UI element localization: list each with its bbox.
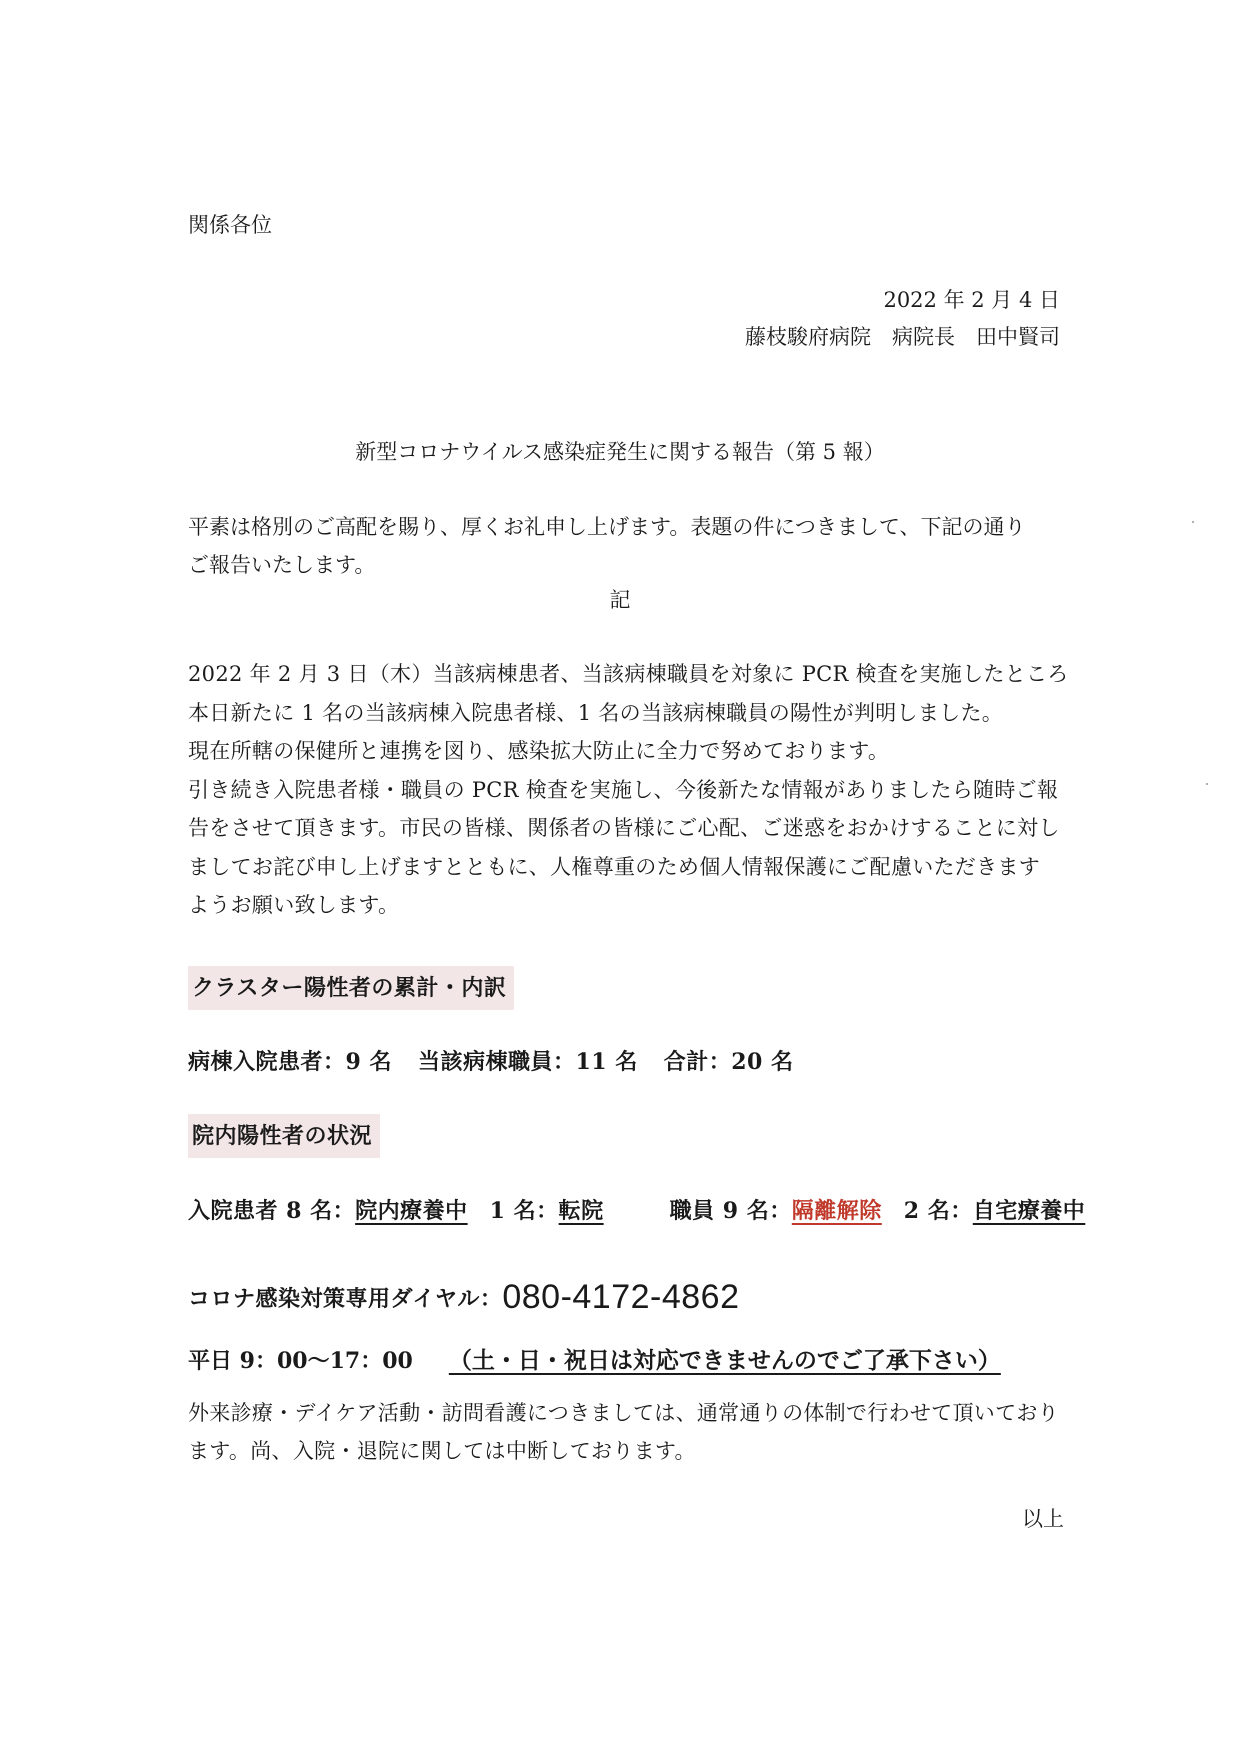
document-date: 2022 年 2 月 4 日 xyxy=(883,288,1060,312)
transfer-status: 転院 xyxy=(558,1198,604,1224)
staff-isolation-status: 隔離解除 xyxy=(791,1198,882,1224)
scan-speck xyxy=(1206,783,1208,785)
body-line: 2022 年 2 月 3 日（木）当該病棟患者、当該病棟職員を対象に PCR 検査を実施したところ xyxy=(188,662,1069,686)
body-line: 本日新たに 1 名の当該病棟入院患者様、1 名の当該病棟職員の陽性が判明しました。 xyxy=(188,700,1004,725)
patients-count: 病棟入院患者：9 名 xyxy=(188,1049,392,1075)
addressee: 関係各位 xyxy=(188,213,272,237)
scan-speck xyxy=(1192,521,1194,523)
intro-paragraph xyxy=(188,508,1025,584)
hotline-number: 080-4172-4862 xyxy=(502,1278,740,1316)
status-line xyxy=(188,1194,1085,1225)
closing-line: ます。尚、入院・退院に関しては中断しております。 xyxy=(188,1439,696,1463)
hotline-label: コロナ感染対策専用ダイヤル： xyxy=(188,1286,503,1312)
end-marker: 以上 xyxy=(1022,1507,1064,1531)
body-line: 現在所轄の保健所と連携を図り、感染拡大防止に全力で努めております。 xyxy=(188,739,890,763)
report-body xyxy=(188,655,1069,925)
body-line: ましてお詫び申し上げますとともに、人権尊重のため個人情報保護にご配慮いただきます xyxy=(188,854,1040,879)
body-line: ようお願い致します。 xyxy=(188,893,400,917)
transfer-count: 1 名： xyxy=(489,1198,559,1224)
inpatient-status: 院内療養中 xyxy=(355,1198,468,1224)
intro-line: ご報告いたします。 xyxy=(188,553,376,577)
hotline-hours xyxy=(188,1342,1001,1375)
hours-time: 平日 9：00～17：00 xyxy=(188,1348,413,1374)
staff-isolation-count: 職員 9 名： xyxy=(669,1198,792,1224)
cluster-heading: クラスター陽性者の累計・内訳 xyxy=(188,966,514,1010)
total-count: 合計：20 名 xyxy=(663,1049,794,1075)
body-line: 引き続き入院患者様・職員の PCR 検査を実施し、今後新たな情報がありましたら随時ご報 xyxy=(188,777,1059,802)
hotline xyxy=(188,1278,740,1317)
staff-home-status: 自宅療養中 xyxy=(972,1198,1086,1224)
ki-marker: 記 xyxy=(609,588,631,612)
cluster-counts xyxy=(188,1045,794,1076)
closing-paragraph xyxy=(188,1394,1059,1470)
status-heading: 院内陽性者の状況 xyxy=(188,1114,380,1158)
document-title: 新型コロナウイルス感染症発生に関する報告（第 5 報） xyxy=(355,440,885,464)
sender: 藤枝駿府病院 病院長 田中賢司 xyxy=(745,325,1060,349)
staff-count: 当該病棟職員：11 名 xyxy=(417,1049,638,1075)
closing-line: 外来診療・デイケア活動・訪問看護につきましては、通常通りの体制で行わせて頂いており xyxy=(188,1401,1059,1425)
intro-line: 平素は格別のご高配を賜り、厚くお礼申し上げます。表題の件につきまして、下記の通り xyxy=(188,515,1026,539)
hours-note: （土・日・祝日は対応できませんのでご了承下さい） xyxy=(448,1347,1001,1374)
inpatient-count: 入院患者 8 名： xyxy=(188,1198,356,1224)
staff-home-count: 2 名： xyxy=(903,1198,973,1224)
body-line: 告をさせて頂きます。市民の皆様、関係者の皆様にご心配、ご迷惑をおかけすることに対し xyxy=(188,816,1060,840)
